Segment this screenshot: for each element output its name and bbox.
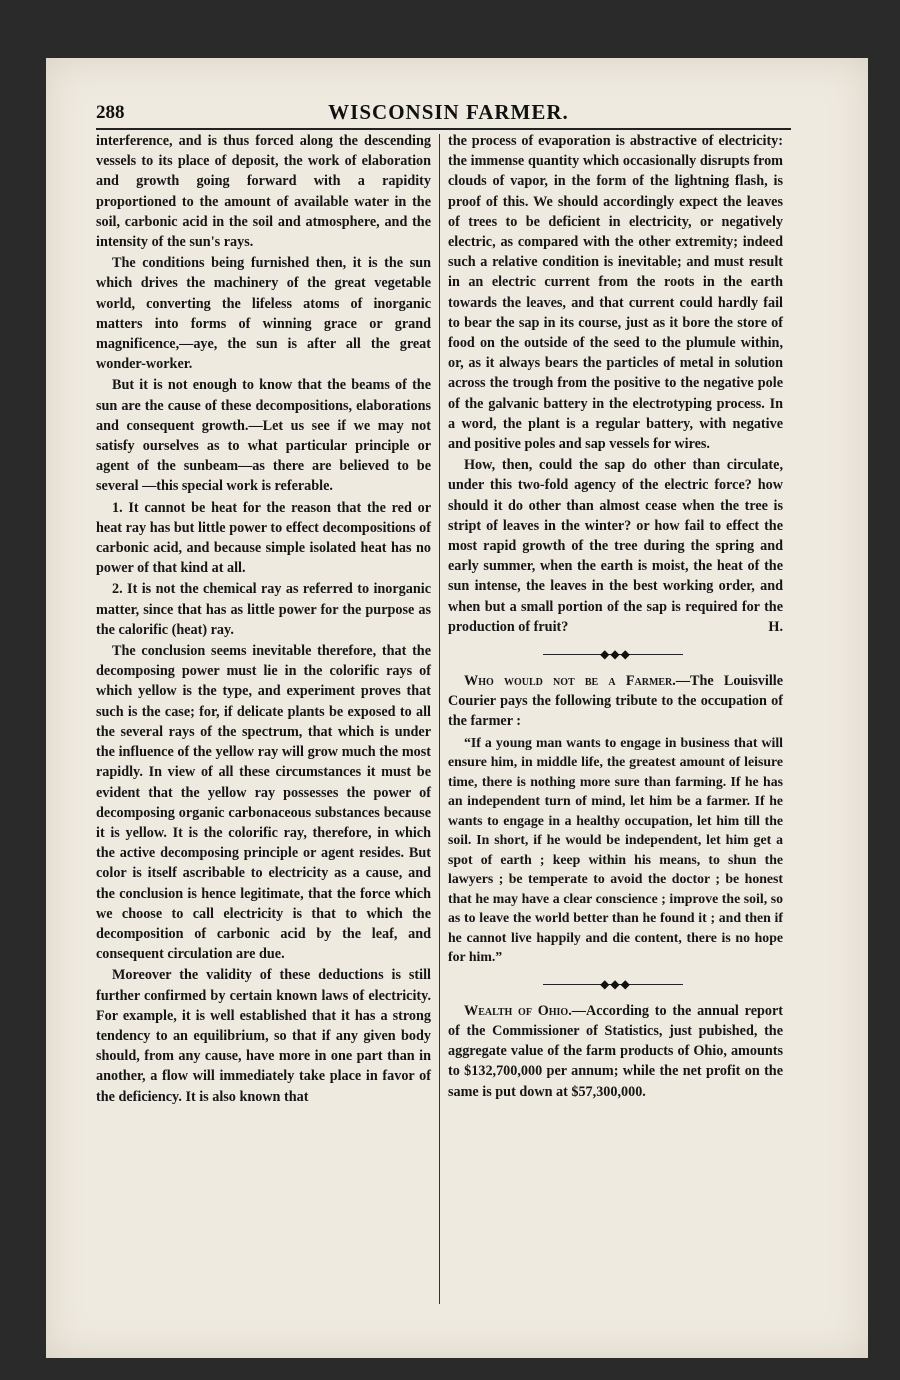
left-paragraph-4: 1. It cannot be heat for the reason that the red or heat ray has but little power to effect decompositions of carbonic acid, and because simple isolated heat has no power of that kind at all.: [96, 499, 431, 577]
section-ornament-2: [448, 973, 783, 997]
left-paragraph-1: interference, and is thus forced along the descending vessels to its place of deposit, the work of elaboration and growth going forward with a rapidity proportioned to the amount of available water in the soil, carbonic acid in the soil and atmosphere, and the intensity of the sun's rays.: [96, 133, 431, 251]
left-paragraph-6: The conclusion seems inevitable therefore, that the decomposing power must lie in the colorific rays of which yellow is the type, and experiment proves that such is the case; for, if delicate plants be exposed to all the several rays of the spectrum, that which is under the influence of the yellow ray will grow much the most rapidly. In view of all these circumstances it must be evident that the yellow ray possesses the power of decomposing organic carbonaceous substances because it is yellow. It is the colorific ray, therefore, in which the active decomposing principle or agent resides. But color is itself ascribable to electricity as a cause, and the conclusion is hence legitimate, that the force which we choose to call electricity is that to which the decomposition of carbonic acid by the leaf, and consequent circulation are due.: [96, 643, 431, 963]
running-head: WISCONSIN FARMER.: [328, 100, 569, 124]
left-paragraph-5: 2. It is not the chemical ray as referred to inorganic matter, since that has as little power for the purpose as the calorific (heat) ray.: [96, 581, 431, 638]
section-ornament: [448, 643, 783, 667]
ornament-dots: ◆◆◆: [600, 647, 631, 662]
page-number: 288: [96, 102, 125, 123]
farmer-article-intro: —The Louisville Courier pays the following tribute to the occupation of the farmer :: [448, 673, 784, 730]
left-paragraph-7: Moreover the validity of these deductions is still further confirmed by certain known laws of electricity. For example, it is well established that it has a strong tendency to an equilibrium, so that if any given body should, from any cause, have more in one part than in another, a flow will immediately take place in favor of the deficiency. It is also known that: [96, 967, 431, 1105]
page: [46, 58, 868, 1358]
ohio-article-text: —According to the annual report of the Commissioner of Statistics, just pubished, the aggregate value of the farm products of Ohio, amounts to $132,700,000 per annum; while the net profit on the same is put down at $57,300,000.: [448, 1002, 783, 1100]
farmer-article-heading: Who would not be a Farmer.: [464, 673, 676, 690]
ornament-dots-2: ◆◆◆: [600, 976, 631, 991]
farmer-article: [448, 671, 783, 732]
column-divider: [439, 134, 440, 1304]
page-header: [96, 98, 801, 128]
left-column: [96, 131, 431, 1107]
ohio-article: [448, 1001, 783, 1102]
author-signature: H.: [768, 618, 783, 635]
left-paragraph-3: But it is not enough to know that the beams of the sun are the cause of these decompositions, elaborations and consequent growth.—Let us see if we may not satisfy ourselves as to what particular principle or agent of the sunbeam—as there are believed to be several —this special work is referable.: [96, 377, 431, 495]
ohio-article-heading: Wealth of Ohio.: [464, 1002, 572, 1019]
left-paragraph-2: The conditions being furnished then, it is the sun which drives the machinery of the great vegetable world, converting the lifeless atoms of inorganic matters into forms of winning grace or grand magnificence,—aye, the sun is after all the great wonder-worker.: [96, 255, 431, 373]
right-paragraph-2: [448, 455, 783, 637]
right-column: [448, 131, 783, 1102]
header-rule: [96, 128, 791, 130]
right-paragraph-2-text: How, then, could the sap do other than circulate, under this two-fold agency of the electric force? how should it do other than almost cease when the tree is stript of leaves in the winter? or how fail to effect the most rapid growth of the tree during the spring and early summer, when the earth is moist, the heat of the sun intense, the leaves in the best working order, and when but a small portion of the sap is required for the production of fruit?: [448, 457, 783, 635]
right-paragraph-1: the process of evaporation is abstractive of electricity: the immense quantity which occasionally disrupts from clouds of vapor, in the form of the lightning flash, is proof of this. We should accordingly expect the leaves of trees to be deficient in electricity, or negatively electric, as compared with the other extremity; indeed such a relative condition is inevitable; and must result in an electric current from the roots in the earth towards the leaves, and that current could hardly fail to bear the sap in its course, just as it bore the store of food on the outside of the seed to the plumule within, or, as it always bears the particles of metal in solution across the trough from the positive to the negative pole of the galvanic battery in the electrotyping process. In a word, the plant is a regular battery, with negative and positive poles and sap vessels for wires.: [448, 133, 783, 453]
farmer-quote: “If a young man wants to engage in business that will ensure him, in middle life, the greatest amount of leisure time, there is nothing more sure than farming. If he has an independent turn of mind, let him be a farmer. If he wants to engage in a healthy occupation, let him till the soil. In short, if he would be independent, let him get a spot of earth ; keep within his means, to shun the lawyers ; be temperate to avoid the doctor ; be honest that he may have a clear conscience ; improve the soil, so as to leave the world better than he found it ; and then if he cannot live happily and die content, there is no hope for him.”: [448, 734, 783, 965]
